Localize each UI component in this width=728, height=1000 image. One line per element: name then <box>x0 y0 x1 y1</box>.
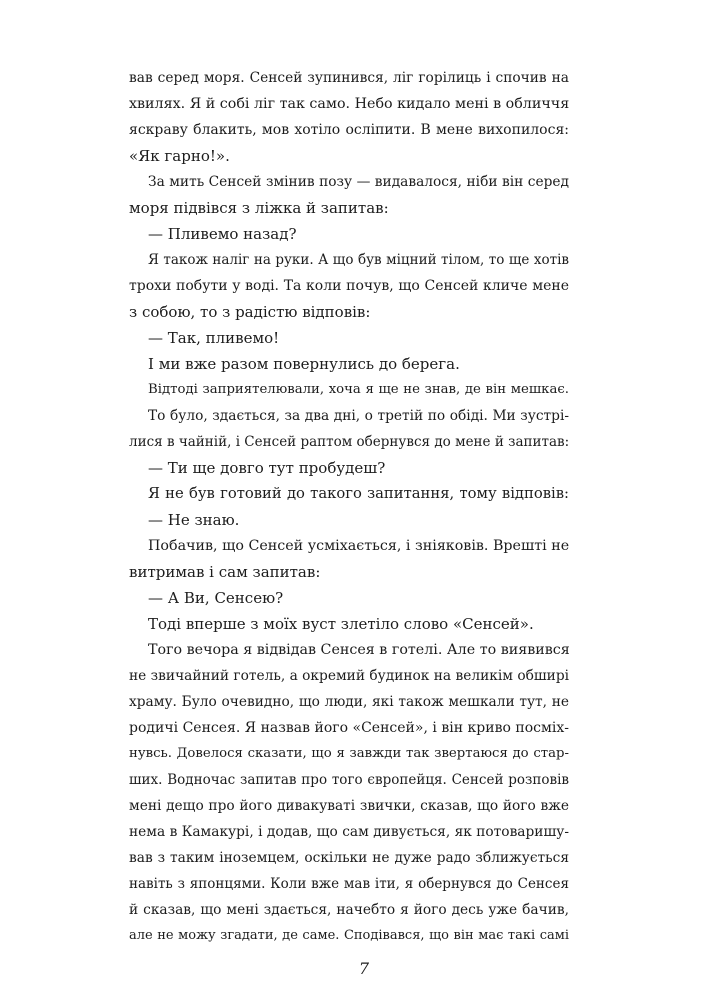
text-line: Я не був готовий до такого запитання, тому відповів: <box>148 485 569 502</box>
text-line: моря підвівся з ліжка й запитав: <box>129 199 389 217</box>
text-line: Відтоді заприятелювали, хоча я ще не знав, де він мешкає. <box>148 382 569 397</box>
text-line: нема в Камакурі, і додав, що сам дивується, як потоваришу- <box>129 824 569 840</box>
text-line: «Як гарно!». <box>129 147 230 165</box>
text-line: хвилях. Я й собі ліг так само. Небо кидало мені в обличчя <box>129 96 570 112</box>
text-line: То було, здається, за два дні, о третій по обіді. Ми зустрі- <box>148 408 569 424</box>
text-line: трохи побути у воді. Та коли почув, що Сенсей кличе мене <box>129 278 569 294</box>
text-line: яскраву блакить, мов хотіло осліпити. В мене вихопилося: <box>129 122 569 138</box>
dialogue-line: — Ти ще довго тут пробудеш? <box>148 459 386 477</box>
text-line: Я також наліг на руки. А що був міцний тілом, то ще хотів <box>148 252 569 268</box>
text-line: нувсь. Довелося сказати, що я завжди так звертаюся до стар- <box>129 746 569 761</box>
text-line: мені дещо про його дивакуваті звички, сказав, що його вже <box>129 798 569 814</box>
text-line: з собою, то з радістю відповів: <box>129 303 371 321</box>
dialogue-line: — А Ви, Сенсею? <box>148 589 284 607</box>
text-line: Тоді вперше з моїх вуст злетіло слово «Сенсей». <box>148 615 534 633</box>
text-line: вав з таким іноземцем, оскільки не дуже радо зближується <box>129 850 569 866</box>
text-line: витримав і сам запитав: <box>129 563 321 581</box>
text-line: І ми вже разом повернулись до берега. <box>148 355 460 373</box>
text-line: Того вечора я відвідав Сенсея в готелі. Але то виявився <box>148 642 570 658</box>
text-line: родичі Сенсея. Я назвав його «Сенсей», і він криво посміх- <box>129 720 569 736</box>
text-line: ших. Водночас запитав про того європейця. Сенсей розповів <box>129 772 569 788</box>
text-line: За мить Сенсей змінив позу — видавалося, ніби він серед <box>148 174 569 190</box>
page-number: 7 <box>358 959 370 978</box>
text-line: лися в чайній, і Сенсей раптом обернувся до мене й запитав: <box>129 434 570 450</box>
text-line: храму. Було очевидно, що люди, які також мешкали тут, не <box>129 694 569 710</box>
text-line: й сказав, що мені здається, начебто я його десь уже бачив, <box>129 902 569 918</box>
dialogue-line: — Пливемо назад? <box>148 225 297 243</box>
dialogue-line: — Не знаю. <box>148 511 240 529</box>
text-line: вав серед моря. Сенсей зупинився, ліг горілиць і спочив на <box>129 70 569 86</box>
text-line: не звичайний готель, а окремий будинок на великім обширі <box>129 668 570 684</box>
dialogue-line: — Так, пливемо! <box>148 329 280 347</box>
text-line: але не можу згадати, де саме. Сподівався, що він має такі самі <box>129 928 569 943</box>
text-line: навіть з японцями. Коли вже мав іти, я обернувся до Сенсея <box>129 876 569 892</box>
text-line: Побачив, що Сенсей усміхається, і зніяковів. Врешті не <box>148 538 570 554</box>
